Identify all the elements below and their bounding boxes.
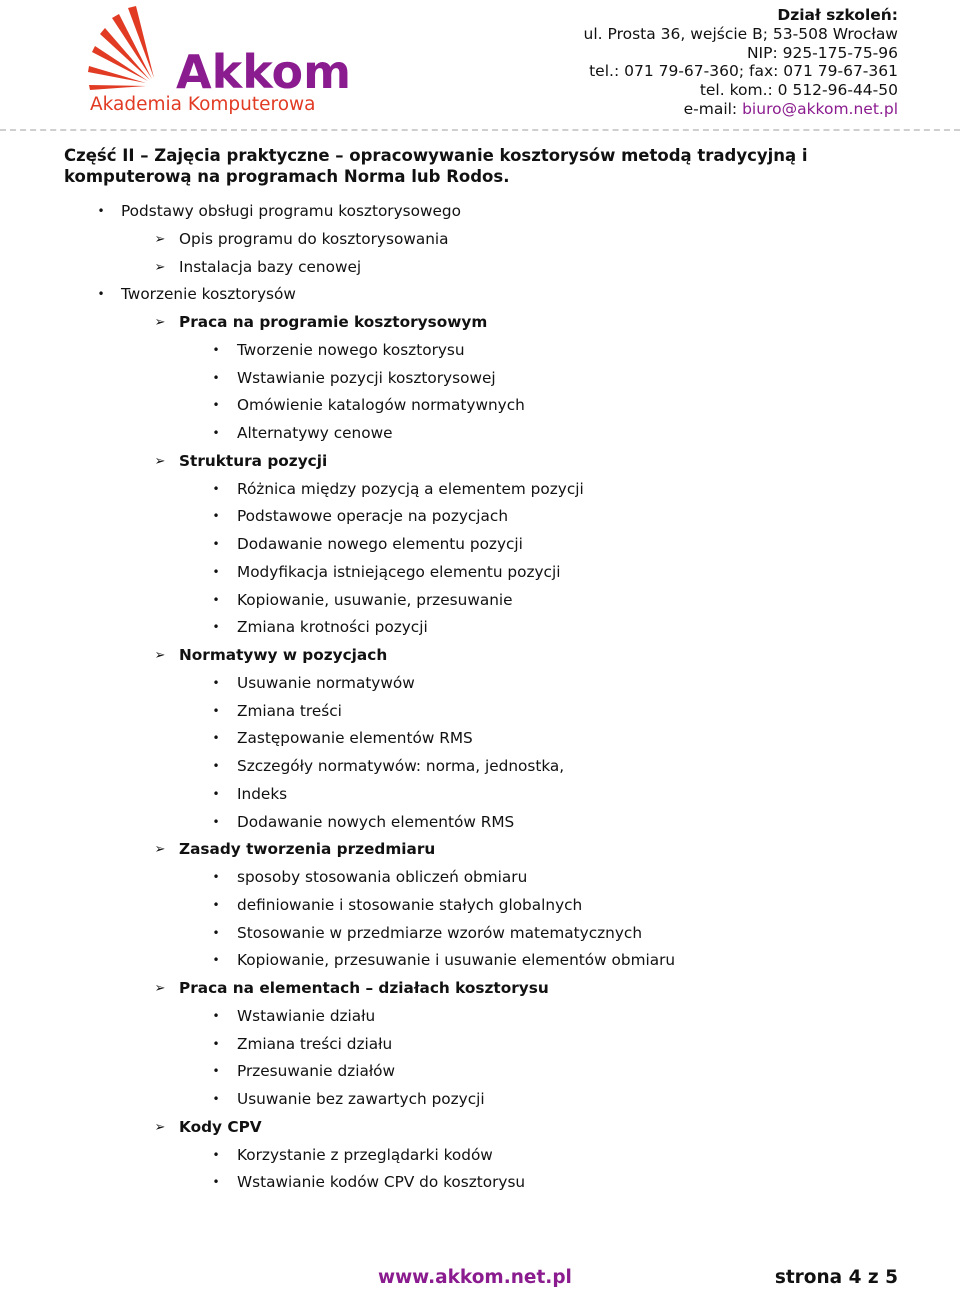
outline-item-text: Praca na elementach – działach kosztorysu	[179, 979, 549, 997]
dot-bullet-icon: •	[212, 1036, 220, 1051]
outline-item-level-1	[0, 281, 960, 309]
outline-item-text: Korzystanie z przeglądarki kodów	[237, 1145, 493, 1164]
contact-email-line	[584, 100, 898, 119]
outline-item-level-3	[0, 392, 960, 420]
dot-bullet-icon: •	[212, 370, 220, 385]
outline-item-level-2	[0, 254, 960, 282]
contact-email-label: e-mail:	[683, 99, 743, 118]
header-divider	[0, 129, 960, 131]
outline-item-text: Instalacja bazy cenowej	[179, 257, 362, 276]
outline-item-level-3	[0, 337, 960, 365]
outline-item-level-3	[0, 892, 960, 920]
outline-item-text: Zmiana treści działu	[237, 1034, 393, 1053]
footer-page-number: strona 4 z 5	[774, 1267, 898, 1288]
outline-item-text: Usuwanie normatywów	[237, 673, 415, 692]
outline-item-text: Opis programu do kosztorysowania	[179, 229, 449, 248]
dot-bullet-icon: •	[212, 814, 220, 829]
outline-item-text: Tworzenie nowego kosztorysu	[237, 340, 465, 359]
outline-item-text: Różnica między pozycją a elementem pozycji	[237, 479, 584, 498]
outline-item-text: Stosowanie w przedmiarze wzorów matematycznych	[237, 923, 643, 942]
dot-bullet-icon: •	[212, 675, 220, 690]
outline-item-level-2	[0, 309, 960, 337]
contact-heading: Dział szkoleń:	[777, 6, 898, 24]
logo-subtitle: Akademia Komputerowa	[90, 94, 316, 115]
outline-item-text: Tworzenie kosztorysów	[121, 285, 296, 304]
outline-list	[0, 198, 960, 1197]
outline-item-level-3	[0, 1031, 960, 1059]
outline-item-level-3	[0, 1142, 960, 1170]
outline-item-level-3	[0, 781, 960, 809]
outline-item-level-3	[0, 920, 960, 948]
dot-bullet-icon: •	[212, 1147, 220, 1162]
outline-item-text: Struktura pozycji	[179, 451, 328, 470]
outline-item-level-3	[0, 476, 960, 504]
outline-item-text: Podstawowe operacje na pozycjach	[237, 507, 509, 526]
arrow-bullet-icon: ➢	[154, 453, 166, 469]
outline-item-level-3	[0, 559, 960, 587]
outline-item-text: Przesuwanie działów	[237, 1062, 396, 1081]
contact-phone-fax: tel.: 071 79-67-360; fax: 071 79-67-361	[589, 62, 898, 81]
arrow-bullet-icon: ➢	[154, 842, 166, 858]
outline-item-text: Szczegóły normatywów: norma, jednostka,	[237, 757, 565, 775]
outline-item-level-3	[0, 531, 960, 559]
dot-bullet-icon: •	[212, 786, 220, 801]
arrow-bullet-icon: ➢	[154, 259, 166, 275]
outline-item-text: Zmiana krotności pozycji	[237, 618, 428, 637]
arrow-bullet-icon: ➢	[154, 315, 166, 330]
outline-item-text: Alternatywy cenowe	[237, 424, 393, 442]
arrow-bullet-icon: ➢	[154, 231, 166, 247]
page-header	[0, 0, 960, 128]
outline-item-text: Indeks	[237, 784, 288, 803]
arrow-bullet-icon: ➢	[154, 1119, 166, 1135]
logo-sunburst-icon	[88, 6, 154, 90]
dot-bullet-icon: •	[212, 426, 220, 440]
dot-bullet-icon: •	[212, 759, 220, 773]
dot-bullet-icon: •	[212, 509, 220, 524]
outline-item-level-3	[0, 947, 960, 975]
outline-item-level-3	[0, 670, 960, 698]
dot-bullet-icon: •	[212, 953, 220, 968]
outline-item-level-2	[0, 1114, 960, 1142]
logo-brand: Akkom	[176, 45, 352, 99]
dot-bullet-icon: •	[212, 564, 220, 579]
outline-item-level-3	[0, 1169, 960, 1197]
dot-bullet-icon: •	[212, 897, 220, 912]
dot-bullet-icon: •	[212, 592, 220, 607]
outline-item-text: Zasady tworzenia przedmiaru	[179, 840, 436, 859]
outline-item-level-2	[0, 226, 960, 254]
outline-item-text: Omówienie katalogów normatywnych	[237, 396, 525, 415]
outline-item-text: definiowanie i stosowanie stałych globalnych	[237, 895, 583, 914]
outline-item-level-3	[0, 1003, 960, 1031]
outline-item-level-3	[0, 1058, 960, 1086]
dot-bullet-icon: •	[212, 870, 220, 884]
contact-email-link[interactable]: biuro@akkom.net.pl	[742, 99, 898, 118]
dot-bullet-icon: •	[97, 204, 105, 218]
outline-item-text: Kody CPV	[179, 1117, 262, 1136]
outline-item-level-3	[0, 698, 960, 726]
outline-item-text: Podstawy obsługi programu kosztorysowego	[121, 202, 461, 220]
outline-item-level-1	[0, 198, 960, 226]
outline-item-text: Wstawianie kodów CPV do kosztorysu	[237, 1173, 526, 1192]
outline-item-level-2	[0, 642, 960, 670]
outline-item-text: Usuwanie bez zawartych pozycji	[237, 1090, 485, 1108]
arrow-bullet-icon: ➢	[154, 981, 166, 996]
footer-website-link[interactable]: www.akkom.net.pl	[378, 1267, 572, 1288]
document-title: Część II – Zajęcia praktyczne – opracowywanie kosztorysów metodą tradycyjną i komputerową na programach Norma lub Rodos.	[64, 146, 808, 186]
outline-item-text: Wstawianie działu	[237, 1006, 376, 1025]
outline-item-level-3	[0, 864, 960, 892]
outline-item-text: Zmiana treści	[237, 701, 342, 720]
outline-item-text: Dodawanie nowych elementów RMS	[237, 812, 515, 831]
dot-bullet-icon: •	[212, 620, 220, 635]
dot-bullet-icon: •	[212, 1092, 220, 1106]
outline-item-level-3	[0, 725, 960, 753]
outline-item-text: Wstawianie pozycji kosztorysowej	[237, 368, 496, 387]
dot-bullet-icon: •	[212, 925, 220, 940]
arrow-bullet-icon: ➢	[154, 648, 166, 663]
contact-address: ul. Prosta 36, wejście B; 53-508 Wrocław	[583, 24, 898, 43]
dot-bullet-icon: •	[212, 703, 220, 718]
outline-item-level-3	[0, 365, 960, 393]
outline-item-text: Kopiowanie, przesuwanie i usuwanie elementów obmiaru	[237, 951, 676, 970]
outline-item-level-3	[0, 614, 960, 642]
outline-item-level-3	[0, 503, 960, 531]
outline-item-text: Modyfikacja istniejącego elementu pozycji	[237, 562, 561, 581]
dot-bullet-icon: •	[212, 1175, 220, 1190]
outline-item-level-3	[0, 1086, 960, 1114]
outline-item-level-3	[0, 587, 960, 615]
akkom-logo	[88, 6, 358, 118]
dot-bullet-icon: •	[212, 537, 220, 551]
dot-bullet-icon: •	[212, 731, 220, 746]
dot-bullet-icon: •	[212, 1064, 220, 1079]
contact-mobile: tel. kom.: 0 512-96-44-50	[699, 81, 898, 100]
outline-item-text: Dodawanie nowego elementu pozycji	[237, 535, 523, 553]
dot-bullet-icon: •	[212, 1008, 220, 1023]
dot-bullet-icon: •	[212, 342, 220, 357]
contact-nip: NIP: 925-175-75-96	[746, 43, 898, 62]
dot-bullet-icon: •	[212, 481, 220, 496]
outline-item-text: Normatywy w pozycjach	[179, 646, 388, 664]
dot-bullet-icon: •	[212, 398, 220, 413]
outline-item-level-2	[0, 448, 960, 476]
outline-item-level-2	[0, 975, 960, 1003]
outline-item-text: sposoby stosowania obliczeń obmiaru	[237, 868, 528, 886]
contact-block	[584, 6, 898, 119]
outline-item-text: Praca na programie kosztorysowym	[179, 313, 488, 331]
outline-item-text: Kopiowanie, usuwanie, przesuwanie	[237, 590, 513, 609]
outline-item-level-3	[0, 753, 960, 781]
outline-item-level-3	[0, 420, 960, 448]
outline-item-text: Zastępowanie elementów RMS	[237, 729, 473, 748]
outline-item-level-2	[0, 836, 960, 864]
outline-item-level-3	[0, 809, 960, 837]
dot-bullet-icon: •	[97, 287, 105, 302]
